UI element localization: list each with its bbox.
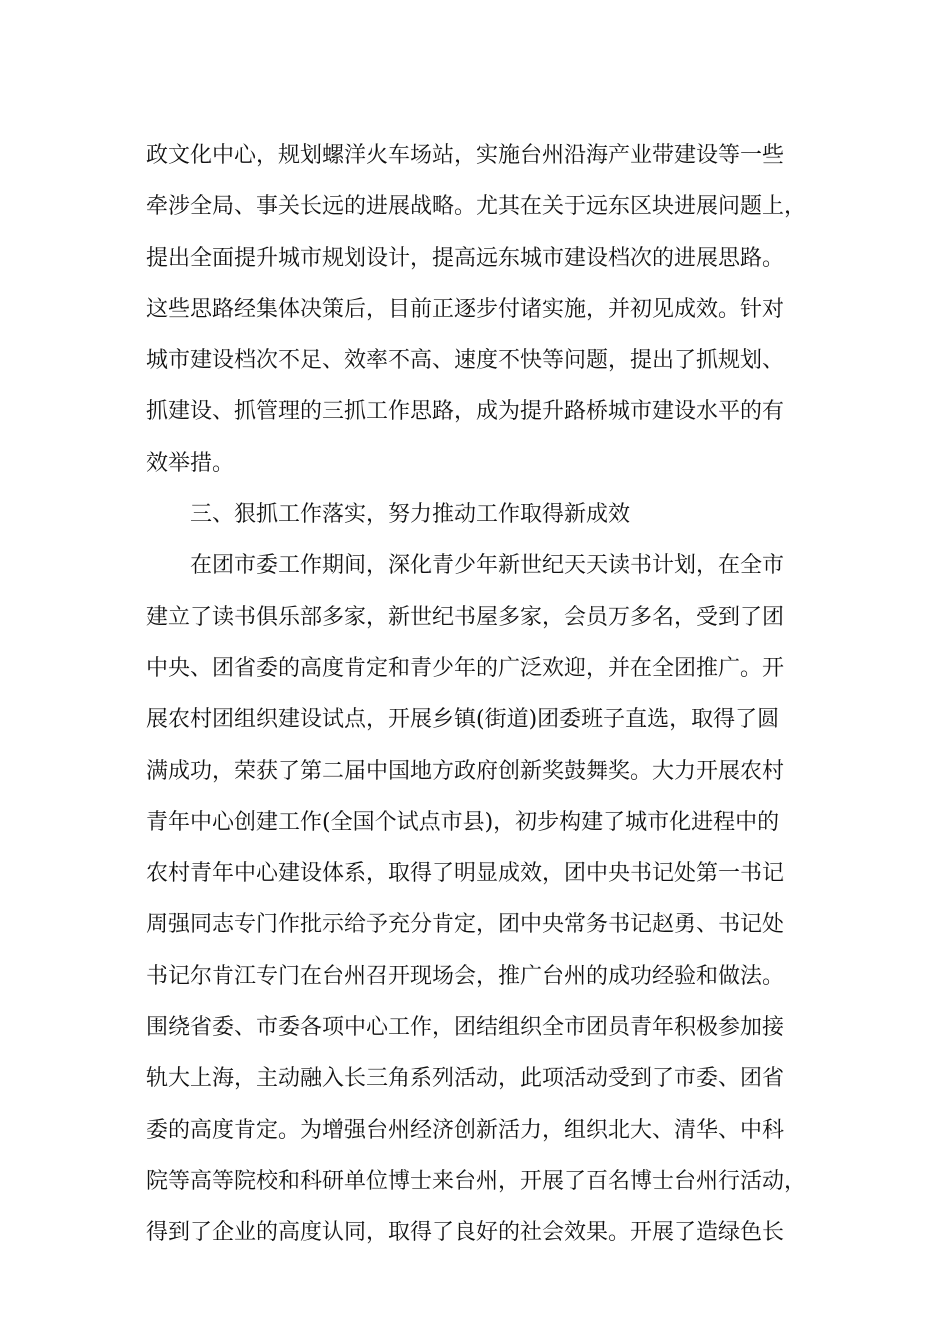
text-line: 委的高度肯定。为增强台州经济创新活力，组织北大、清华、中科 [146, 1117, 785, 1143]
text-line: 这些思路经集体决策后，目前正逐步付诸实施，并初见成效。针对 [146, 296, 785, 322]
text-line: 周强同志专门作批示给予充分肯定，团中央常务书记赵勇、书记处 [146, 912, 785, 938]
text-line: 农村青年中心建设体系，取得了明显成效，团中央书记处第一书记 [146, 861, 785, 887]
text-line: 院等高等院校和科研单位博士来台州，开展了百名博士台州行活动， [146, 1168, 807, 1194]
text-line: 中央、团省委的高度肯定和青少年的广泛欢迎，并在全团推广。开 [146, 655, 785, 681]
text-line: 建立了读书俱乐部多家，新世纪书屋多家，会员万多名，受到了团 [146, 604, 785, 630]
text-line: 抓建设、抓管理的三抓工作思路，成为提升路桥城市建设水平的有 [146, 399, 785, 425]
text-line: 牵涉全局、事关长远的进展战略。尤其在关于远东区块进展问题上， [146, 194, 807, 220]
text-line: 满成功，荣获了第二届中国地方政府创新奖鼓舞奖。大力开展农村 [146, 758, 785, 784]
text-line: 青年中心创建工作(全国个试点市县)，初步构建了城市化进程中的 [146, 809, 780, 835]
text-line: 展农村团组织建设试点，开展乡镇(街道)团委班子直选，取得了圆 [146, 707, 780, 733]
text-line: 围绕省委、市委各项中心工作，团结组织全市团员青年积极参加接 [146, 1015, 785, 1041]
section-heading: 三、狠抓工作落实，努力推动工作取得新成效 [190, 502, 631, 528]
text-line: 轨大上海，主动融入长三角系列活动，此项活动受到了市委、团省 [146, 1066, 785, 1092]
text-line: 得到了企业的高度认同，取得了良好的社会效果。开展了造绿色长 [146, 1220, 785, 1246]
text-line: 提出全面提升城市规划设计，提高远东城市建设档次的进展思路。 [146, 245, 785, 271]
text-line: 政文化中心，规划螺洋火车场站，实施台州沿海产业带建设等一些 [146, 143, 785, 168]
text-line: 书记尔肯江专门在台州召开现场会，推广台州的成功经验和做法。 [146, 963, 785, 989]
text-line: 效举措。 [146, 450, 235, 476]
text-line: 在团市委工作期间，深化青少年新世纪天天读书计划，在全市 [190, 553, 785, 579]
text-line: 城市建设档次不足、效率不高、速度不快等问题，提出了抓规划、 [146, 348, 785, 374]
document-body [146, 130, 826, 1259]
